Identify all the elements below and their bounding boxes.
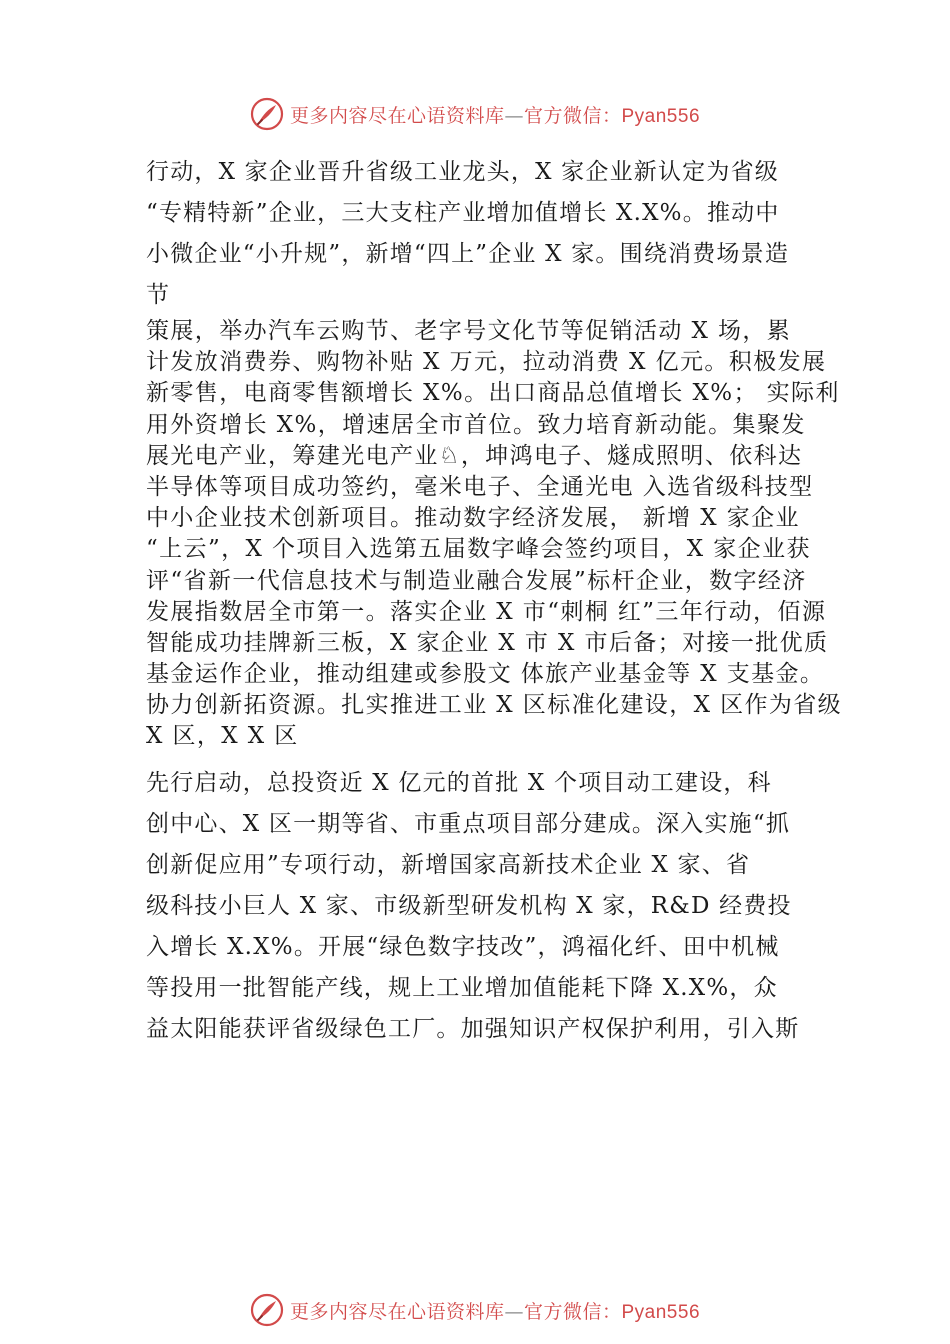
text-line: 创新促应用”专项行动，新增国家高新技术企业 X 家、省 — [146, 852, 751, 878]
watermark-label: 官方微信： — [523, 1300, 622, 1323]
text-line: 益太阳能获评省级绿色工厂。加强知识产权保护利用，引入斯 — [146, 1016, 800, 1042]
body-paragraph-2 — [146, 316, 846, 753]
body-paragraph-1 — [146, 152, 846, 316]
text-line: 级科技小巨人 X 家、市级新型研发机构 X 家，R&D 经费投 — [146, 893, 792, 919]
text-line: “专精特新”企业，三大支柱产业增加值增长 X.X%。推动中 — [146, 200, 780, 226]
text-line: 发展指数居全市第一。落实企业 X 市“刺桐 红”三年行动，佰源 — [146, 598, 827, 625]
text-line: 中小企业技术创新项目。推动数字经济发展， 新增 X 家企业 — [146, 505, 800, 532]
quill-pen-icon — [250, 97, 284, 131]
text-line: 行动，X 家企业晋升省级工业龙头，X 家企业新认定为省级 — [146, 159, 779, 185]
body-paragraph-3 — [146, 763, 846, 1050]
watermark-header — [0, 94, 950, 134]
text-line: 协力创新拓资源。扎实推进工业 X 区标准化建设，X 区作为省级 — [146, 692, 843, 719]
text-line: 用外资增长 X%，增速居全市首位。致力培育新动能。集聚发 — [146, 411, 806, 438]
text-line: 半导体等项目成功签约，毫米电子、全通光电 入选省级科技型 — [146, 473, 814, 500]
text-line: 展光电产业，筹建光电产业♘，坤鸿电子、燧成照明、依科达 — [146, 442, 803, 469]
text-line: 小微企业“小升规”，新增“四上”企业 X 家。围绕消费场景造 — [146, 241, 790, 267]
watermark-footer — [0, 1290, 950, 1330]
watermark-account-id: Pyan556 — [621, 1301, 701, 1323]
watermark-account-id: Pyan556 — [621, 105, 701, 127]
text-line: 基金运作企业，推动组建或参股文 体旅产业基金等 X 支基金。 — [146, 661, 825, 688]
text-line: 创中心、X 区一期等省、市重点项目部分建成。深入实施“抓 — [146, 811, 791, 837]
text-line: 新零售，电商零售额增长 X%。出口商品总值增长 X%； 实际利 — [146, 380, 840, 407]
quill-pen-icon — [250, 1293, 284, 1327]
watermark-text — [290, 1297, 700, 1324]
text-line: 先行启动，总投资近 X 亿元的首批 X 个项目动工建设，科 — [146, 770, 772, 796]
watermark-brand: 更多内容尽在心语资料库 — [289, 1300, 505, 1323]
text-line: “上云”，X 个项目入选第五届数字峰会签约项目，X 家企业获 — [146, 536, 811, 563]
text-line: 节 — [146, 282, 171, 308]
text-line: 评“省新一代信息技术与制造业融合发展”标杆企业，数字经济 — [146, 567, 807, 594]
text-line: 等投用一批智能产线，规上工业增加值能耗下降 X.X%，众 — [146, 975, 778, 1001]
watermark-separator: — — [504, 1300, 524, 1323]
text-line: X 区，X X 区 — [146, 723, 299, 750]
text-line: 计发放消费券、购物补贴 X 万元，拉动消费 X 亿元。积极发展 — [146, 349, 827, 376]
watermark-label: 官方微信： — [523, 104, 622, 127]
watermark-text — [290, 101, 700, 128]
text-line: 智能成功挂牌新三板，X 家企业 X 市 X 市后备；对接一批优质 — [146, 629, 829, 656]
watermark-brand: 更多内容尽在心语资料库 — [289, 104, 505, 127]
watermark-separator: — — [504, 104, 524, 127]
text-line: 入增长 X.X%。开展“绿色数字技改”，鸿福化纤、田中机械 — [146, 934, 780, 960]
text-line: 策展，举办汽车云购节、老字号文化节等促销活动 X 场，累 — [146, 318, 792, 344]
